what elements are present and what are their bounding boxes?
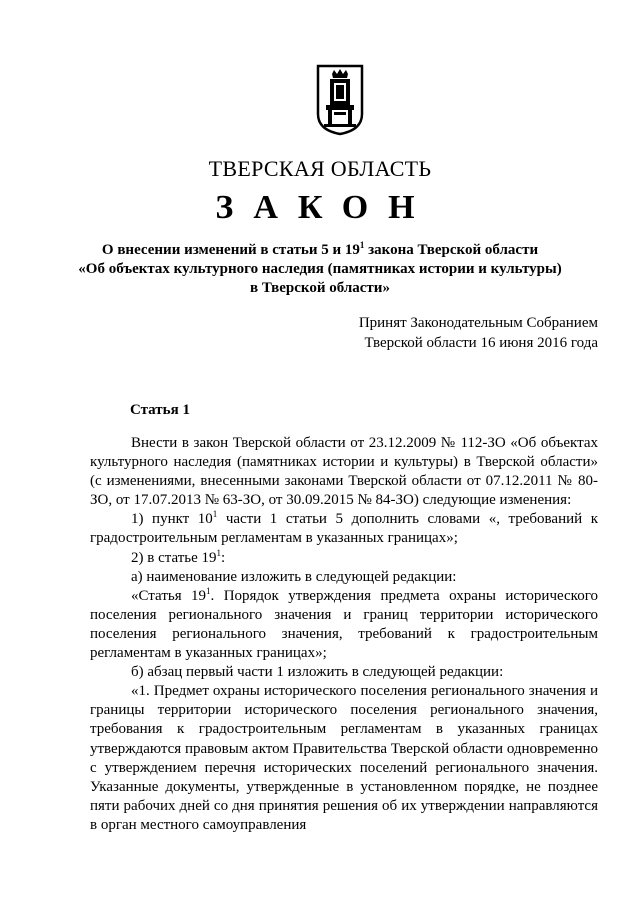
law-title-line-1: О внесении изменений в статьи 5 и $19^1$ закона Тверской области [101, 240, 539, 258]
law-title-line-2: «Об объектах культурного наследия (памятниках истории и культуры) [78, 261, 562, 277]
article-heading: Статья 1 [130, 402, 190, 418]
article-item-2a: а) наименование изложить в следующей редакции: [131, 568, 457, 585]
adoption-note: Принят Законодательным Собранием Тверской области 16 июня 2016 года [358, 315, 598, 351]
tver-coat-of-arms-icon [316, 64, 364, 136]
article-body [90, 434, 598, 835]
article-item-2b: б) абзац первый части 1 изложить в следующей редакции: [131, 664, 504, 681]
article-intro: Внести в закон Тверской области от 23.12.2009 № 112-ЗО «Об объектах культурного наследия (памятниках истории и культуры) в Тверской области» (с изменениями, внесенными законами Тверской области от 07.12.2011 № 80-ЗО, от 17.07.2013 № 63-ЗО, от 30.09.2015 № 84-ЗО) следующие изменения: [90, 435, 598, 509]
region-name: ТВЕРСКАЯ ОБЛАСТЬ [208, 156, 432, 181]
article-quote-1: «Статья $19^1$. Порядок утверждения предмета охраны исторического поселения регионального значения и границ территории исторического поселения регионального значения, требований к градостроительным регламентам в указанных границах»; [90, 585, 598, 662]
article-item-2: 2) в статье $19^1$: [131, 547, 226, 566]
law-title-line-3: в Тверской области» [250, 280, 390, 296]
article-quote-2: «1. Предмет охраны исторического поселения регионального значения и границы территории исторического поселения регионального значения, требования к градостроительным регламентам в указанных границах утверждаются правовым актом Правительства Тверской области одновременно с утверждением перечня исторических поселений регионального значения. Указанные документы, утвержденные в установленном порядке, не позднее пяти рабочих дней со дня принятия решения об их утверждении направляются в орган местного самоуправления [90, 683, 598, 833]
law-title [60, 241, 580, 298]
article-item-1: 1) пункт $10^1$ части 1 статьи 5 дополнить словами «, требований к градостроительным регламентам в указанных границах»; [90, 509, 598, 547]
document-type-heading: ЗАКОН [215, 189, 435, 226]
